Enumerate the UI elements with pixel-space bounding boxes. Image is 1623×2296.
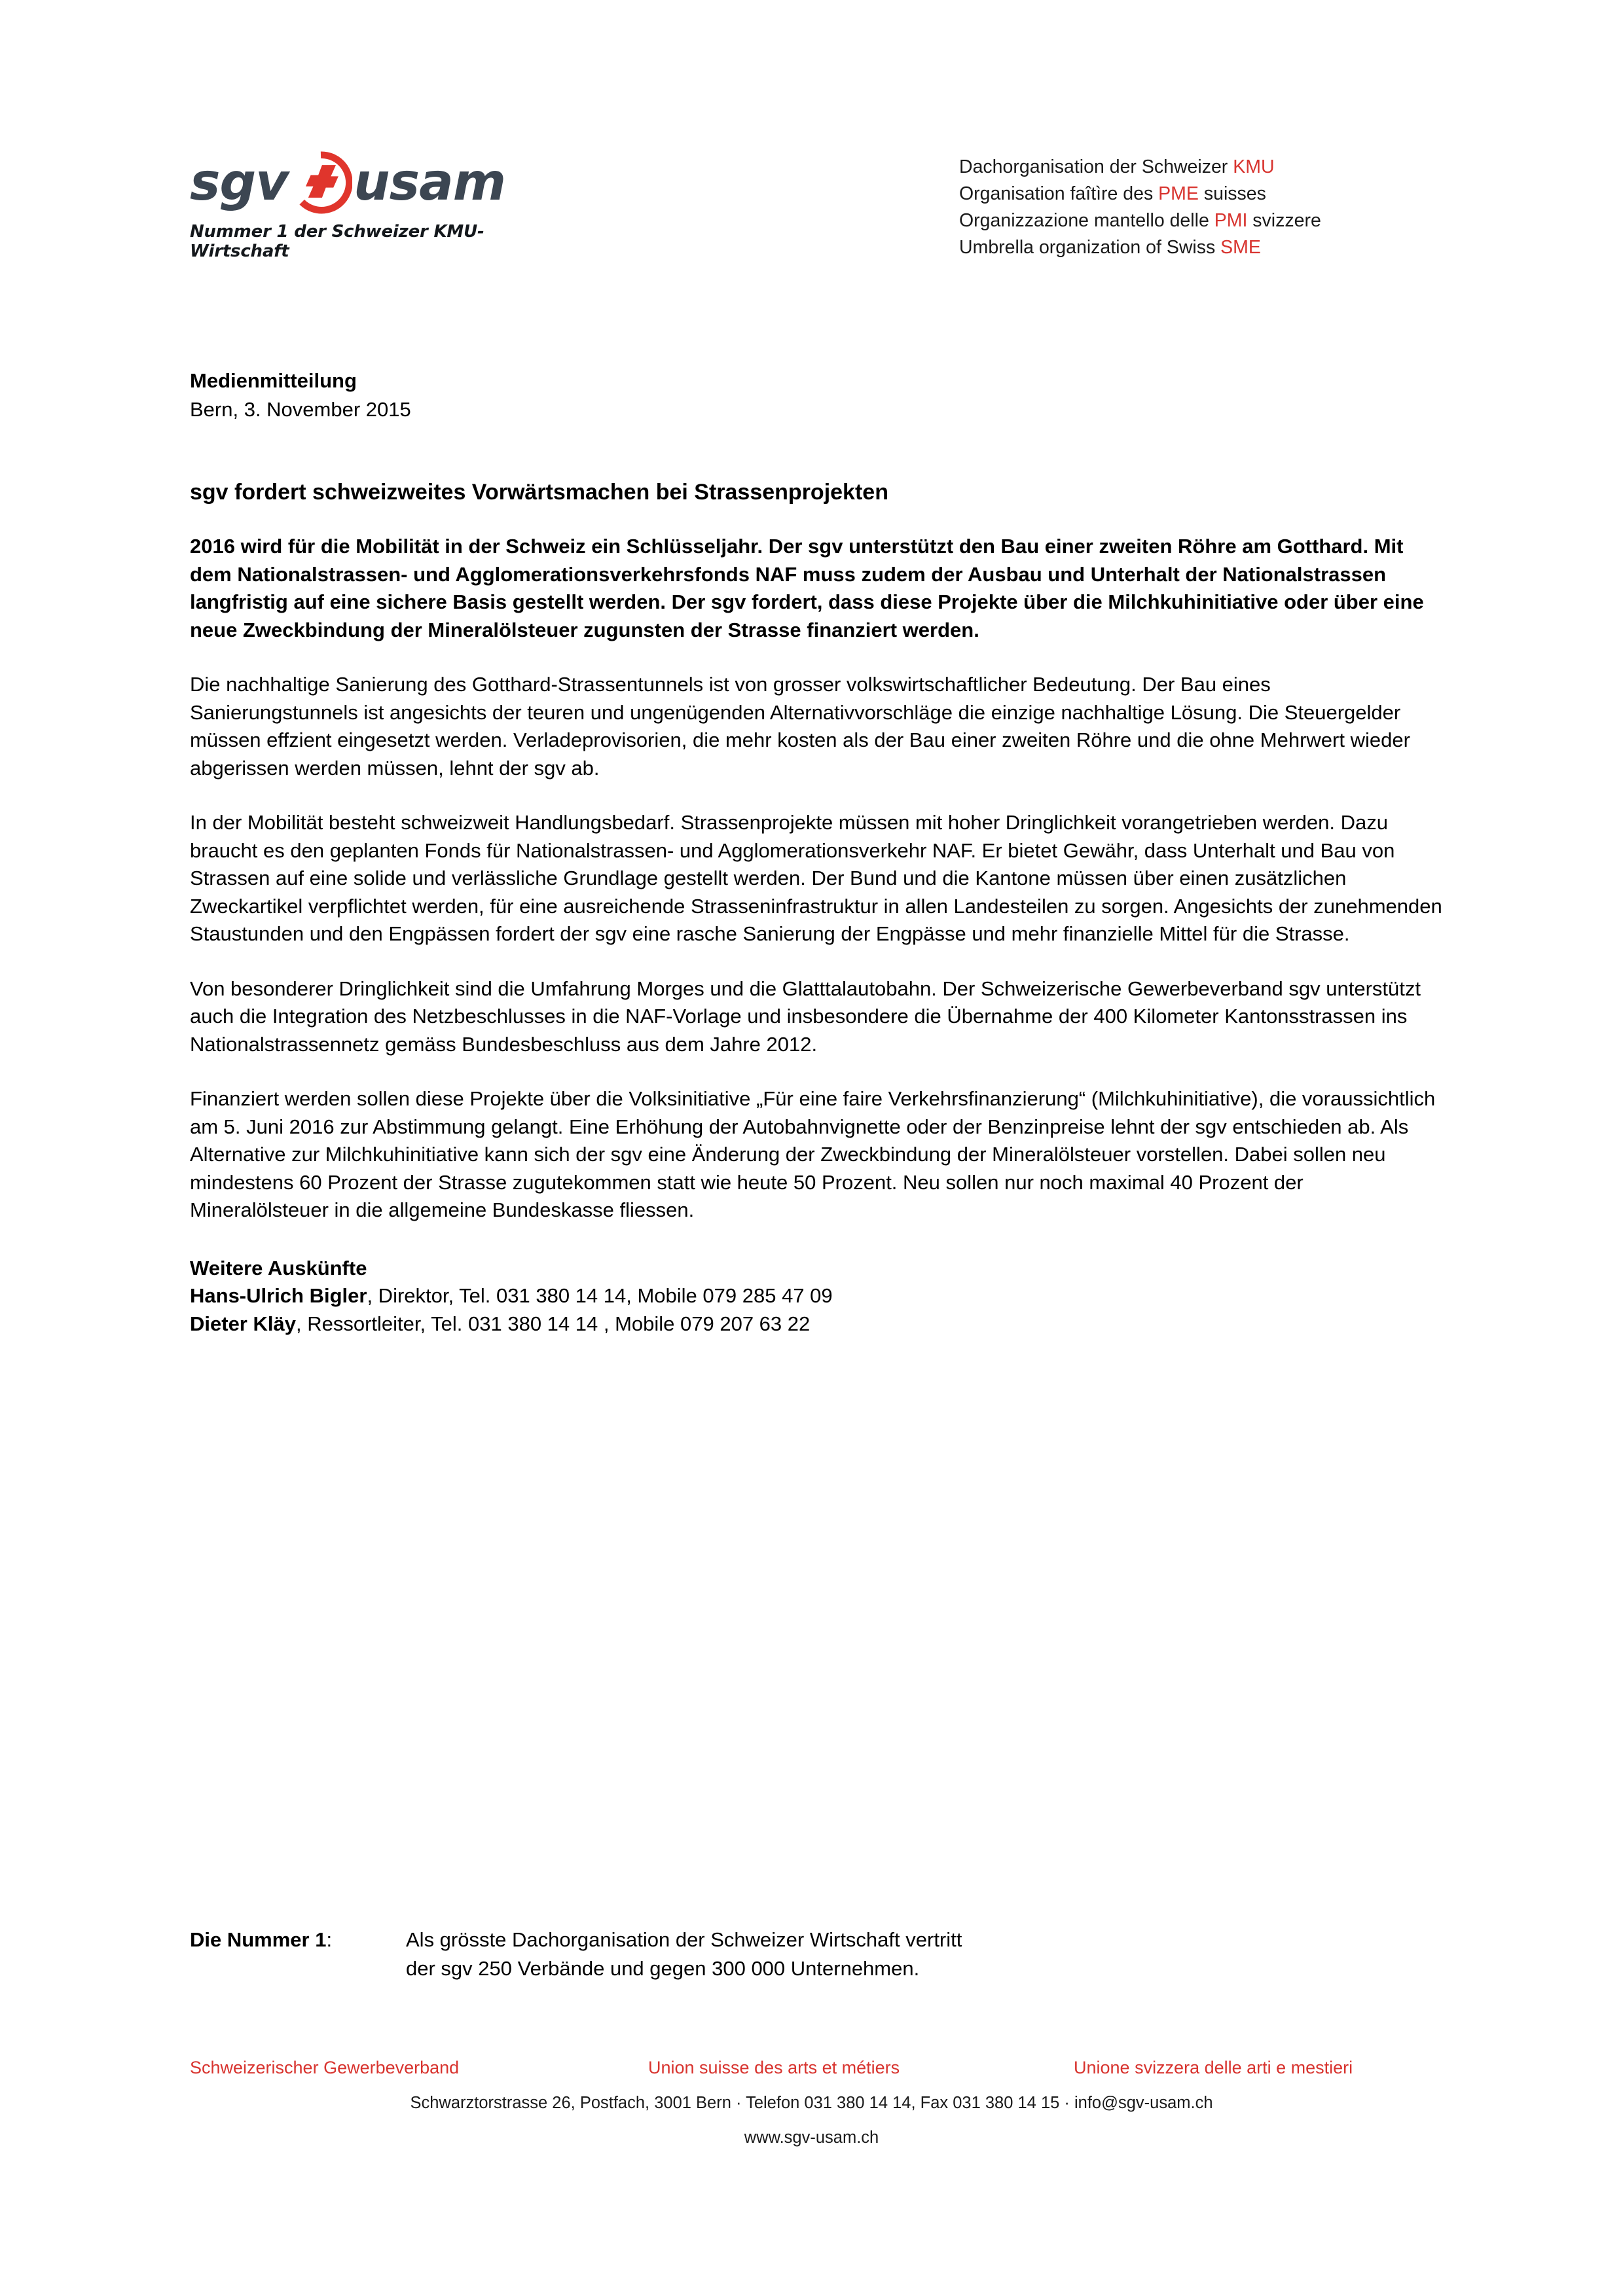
contact-name: Hans-Ulrich Bigler bbox=[190, 1284, 367, 1307]
header-lang-line-de bbox=[959, 154, 1321, 181]
sgv-usam-logo bbox=[190, 147, 556, 261]
swiss-cross-emblem-icon bbox=[289, 151, 352, 214]
footer-org-fr: Union suisse des arts et métiers bbox=[648, 2058, 900, 2077]
footer-website: www.sgv-usam.ch bbox=[744, 2128, 879, 2147]
lead-paragraph: 2016 wird für die Mobilität in der Schweiz ein Schlüsseljahr. Der sgv unterstützt den Bau einer zweiten Röhre am Gotthard. Mit dem Nationalstrassen- und Agglomerationsverkehrsfonds NAF muss zudem der Ausbau und Unterhalt der Nationalstrassen langfristig auf eine sichere Basis gestellt werden. Der sgv fordert, dass diese Projekte über die Milchkuhinitiative oder über eine neue Zweckbindung der Mineralölsteuer zugunsten der Strasse finanziert werden. bbox=[190, 535, 1424, 641]
logo-word-sgv: sgv bbox=[190, 153, 289, 212]
about-label-suffix: : bbox=[326, 1928, 333, 1951]
about-text bbox=[406, 1926, 1444, 1983]
lang-it-accent: PMI bbox=[1214, 210, 1248, 231]
about-label-bold: Die Nummer 1 bbox=[190, 1928, 327, 1951]
lang-en-accent: SME bbox=[1220, 237, 1261, 258]
body-paragraph: In der Mobilität besteht schweizweit Handlungsbedarf. Strassenprojekte müssen mit hoher Dringlichkeit vorangetrieben werden. Dazu braucht es den geplanten Fonds für Nationalstrassen- und Agglomerationsverkehr NAF. Er bietet Gewähr, dass Unterhalt und Bau von Strassen auf eine solide und verlässliche Grundlage gestellt werden. Der Bund und die Kantone müssen über einen zusätzlichen Zweckartikel verpflichtet werden, für eine ausreichende Strasseninfrastruktur in allen Landesteilen zu sorgen. Angesichts der zunehmenden Staustunden und den Engpässen fordert der sgv eine rasche Sanierung der Engpässe und mehr finanzielle Mittel für die Strasse. bbox=[190, 811, 1442, 945]
document-footer bbox=[157, 2055, 1466, 2149]
document-body bbox=[190, 367, 1444, 1338]
header-lang-line-it bbox=[959, 207, 1321, 234]
contact-entry bbox=[190, 1282, 1444, 1310]
about-label bbox=[190, 1926, 406, 1983]
body-paragraph: Die nachhaltige Sanierung des Gotthard-Strassentunnels ist von grosser volkswirtschaftlicher Bedeutung. Der Bau eines Sanierungstunnels ist angesichts der teuren und ungenügenden Alternativvorschläge die einzige nachhaltige Lösung. Die Steuergelder müssen effzient eingesetzt werden. Verladeprovisorien, die mehr kosten als der Bau einer zweiten Röhre und die ohne Mehrwert wieder abgerissen werden müssen, lehnt der sgv ab. bbox=[190, 673, 1410, 780]
about-text-line-2: der sgv 250 Verbände und gegen 300 000 Unternehmen. bbox=[406, 1957, 920, 1980]
about-text-line-1: Als grösste Dachorganisation der Schweizer Wirtschaft vertritt bbox=[406, 1928, 962, 1951]
lang-it-after: svizzere bbox=[1247, 210, 1321, 231]
lang-it-before: Organizzazione mantello delle bbox=[959, 210, 1214, 231]
body-paragraph: Finanziert werden sollen diese Projekte über die Volksinitiative „Für eine faire Verkehrsfinanzierung“ (Milchkuhinitiative), die voraussichtlich am 5. Juni 2016 zur Abstimmung gelangt. Eine Erhöhung der Autobahnvignette oder der Benzinpreise lehnt der sgv entschieden ab. Als Alternative zur Milchkuhinitiative kann sich der sgv eine Änderung der Zweckbindung der Mineralölsteuer vorstellen. Dabei sollen neu mindestens 60 Prozent der Strasse zugutekommen statt wie heute 50 Prozent. Neu sollen nur noch maximal 40 Prozent der Mineralölsteuer in die allgemeine Bundeskasse fliessen. bbox=[190, 1087, 1436, 1221]
contacts-heading: Weitere Auskünfte bbox=[190, 1256, 367, 1280]
logo-tagline: Nummer 1 der Schweizer KMU-Wirtschaft bbox=[190, 222, 484, 261]
lang-de-accent: KMU bbox=[1233, 156, 1275, 177]
logo-word-usam: usam bbox=[354, 153, 505, 212]
lang-en-before: Umbrella organization of Swiss bbox=[959, 237, 1221, 258]
contact-entry bbox=[190, 1310, 1444, 1338]
page-title: sgv fordert schweizweites Vorwärtsmachen bei Strassenprojekten bbox=[190, 480, 888, 505]
lang-fr-before: Organisation faîtìre des bbox=[959, 183, 1159, 204]
logo-wordmark bbox=[190, 147, 556, 218]
document-type-label: Medienmitteilung bbox=[190, 369, 357, 392]
about-organization-block bbox=[190, 1926, 1444, 1983]
footer-org-it: Unione svizzera delle arti e mestieri bbox=[1074, 2058, 1353, 2077]
contact-details: , Direktor, Tel. 031 380 14 14, Mobile 079 285 47 09 bbox=[367, 1284, 833, 1307]
contact-details: , Ressortleiter, Tel. 031 380 14 14 , Mobile 079 207 63 22 bbox=[295, 1312, 811, 1335]
contact-name: Dieter Kläy bbox=[190, 1312, 296, 1335]
footer-org-de: Schweizerischer Gewerbeverband bbox=[190, 2058, 460, 2077]
footer-organization-names bbox=[157, 2055, 1466, 2080]
footer-address-line: Schwarztorstrasse 26, Postfach, 3001 Bern · Telefon 031 380 14 14, Fax 031 380 14 15 · info@sgv-usam.ch bbox=[410, 2094, 1213, 2112]
header-language-lines bbox=[959, 154, 1321, 261]
document-header bbox=[190, 147, 1466, 272]
dateline: Bern, 3. November 2015 bbox=[190, 398, 411, 421]
lang-fr-accent: PME bbox=[1158, 183, 1199, 204]
header-lang-line-fr bbox=[959, 181, 1321, 207]
lang-de-before: Dachorganisation der Schweizer bbox=[959, 156, 1233, 177]
body-paragraph: Von besonderer Dringlichkeit sind die Umfahrung Morges und die Glatttalautobahn. Der Schweizerische Gewerbeverband sgv unterstützt auch die Integration des Netzbeschlusses in die NAF-Vorlage und insbesondere die Übernahme der 400 Kilometer Kantonsstrassen ins Nationalstrassennetz gemäss Bundesbeschluss aus dem Jahre 2012. bbox=[190, 977, 1421, 1056]
lang-fr-after: suisses bbox=[1198, 183, 1266, 204]
header-lang-line-en bbox=[959, 234, 1321, 261]
